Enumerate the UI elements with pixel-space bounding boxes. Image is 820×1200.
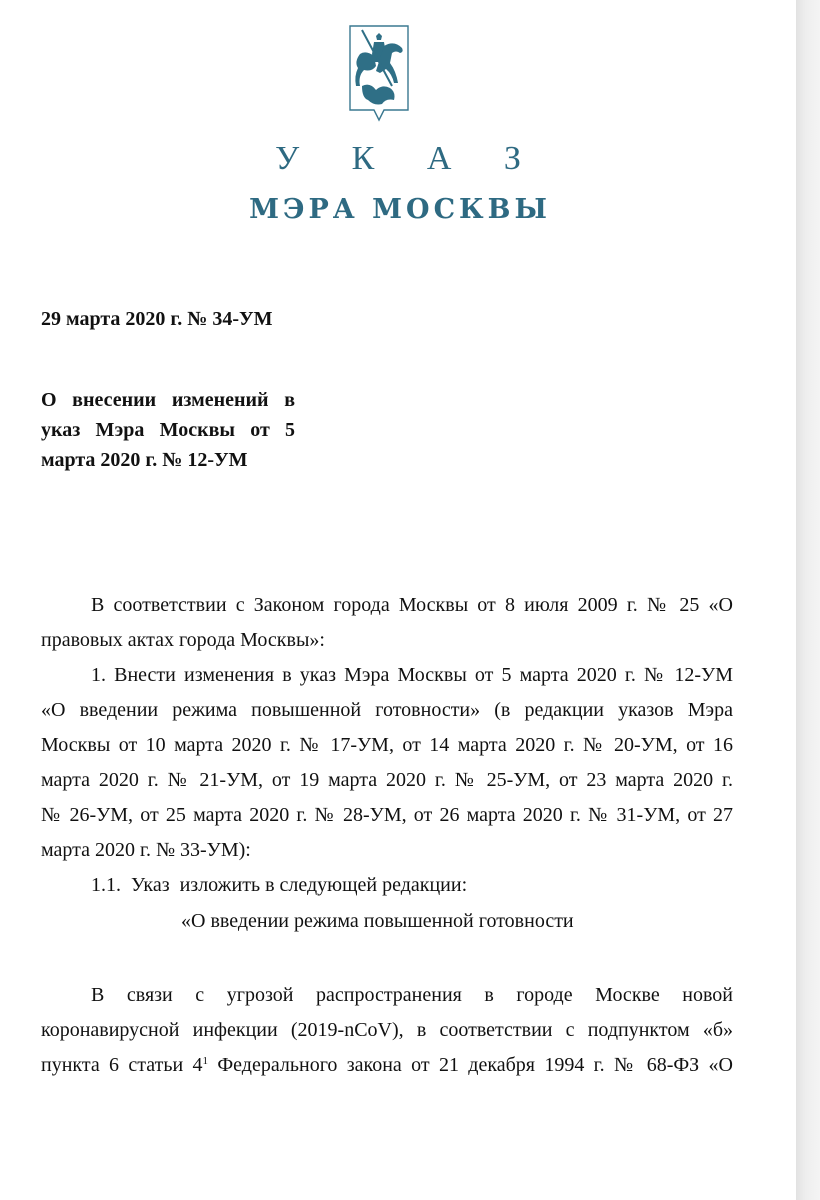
preamble-line: В связи с угрозой распространения в городе Москве новой xyxy=(91,984,733,1006)
body-line: Москвы от 10 марта 2020 г. № 17-УМ, от 14 марта 2020 г. № 20-УМ, от 16 xyxy=(41,734,733,756)
preamble-line xyxy=(41,1053,733,1077)
date-and-number: 29 марта 2020 г. № 34-УМ xyxy=(41,308,273,330)
body-line: марта 2020 г. № 33-УМ): xyxy=(41,839,251,861)
new-edition-title: «О введении режима повышенной готовности xyxy=(181,910,574,932)
subject-line: марта 2020 г. № 12-УМ xyxy=(41,449,248,471)
viewer-edge-scroll-area[interactable] xyxy=(796,0,820,1200)
superscript: 1 xyxy=(202,1055,209,1067)
moscow-coat-of-arms-icon xyxy=(348,24,410,124)
body-line: марта 2020 г. № 21-УМ, от 19 марта 2020 г. № 25-УМ, от 23 марта 2020 г. xyxy=(41,769,733,791)
document-subject xyxy=(41,385,295,475)
issuer-title: МЭРА МОСКВЫ xyxy=(249,194,551,225)
preamble-text: пункта 6 статьи 4 xyxy=(41,1054,203,1076)
body-line: 1. Внести изменения в указ Мэра Москвы от 5 марта 2020 г. № 12-УМ xyxy=(91,664,733,686)
body-line: правовых актах города Москвы»: xyxy=(41,629,325,651)
body-line: «О введении режима повышенной готовности» (в редакции указов Мэра xyxy=(41,699,733,721)
body-line: 1.1. Указ изложить в следующей редакции: xyxy=(91,874,468,896)
body-line: В соответствии с Законом города Москвы от 8 июля 2009 г. № 25 «О xyxy=(91,594,733,616)
preamble-line: коронавирусной инфекции (2019-nCoV), в соответствии с подпунктом «б» xyxy=(41,1019,733,1041)
body-line: № 26-УМ, от 25 марта 2020 г. № 28-УМ, от 26 марта 2020 г. № 31-УМ, от 27 xyxy=(41,804,733,826)
subject-line: О внесении изменений в xyxy=(41,389,295,411)
document-type-title: У К А З xyxy=(275,140,543,177)
subject-line: указ Мэра Москвы от 5 xyxy=(41,419,295,441)
preamble-text: Федерального закона от 21 декабря 1994 г. № 68-ФЗ «О xyxy=(208,1054,733,1076)
